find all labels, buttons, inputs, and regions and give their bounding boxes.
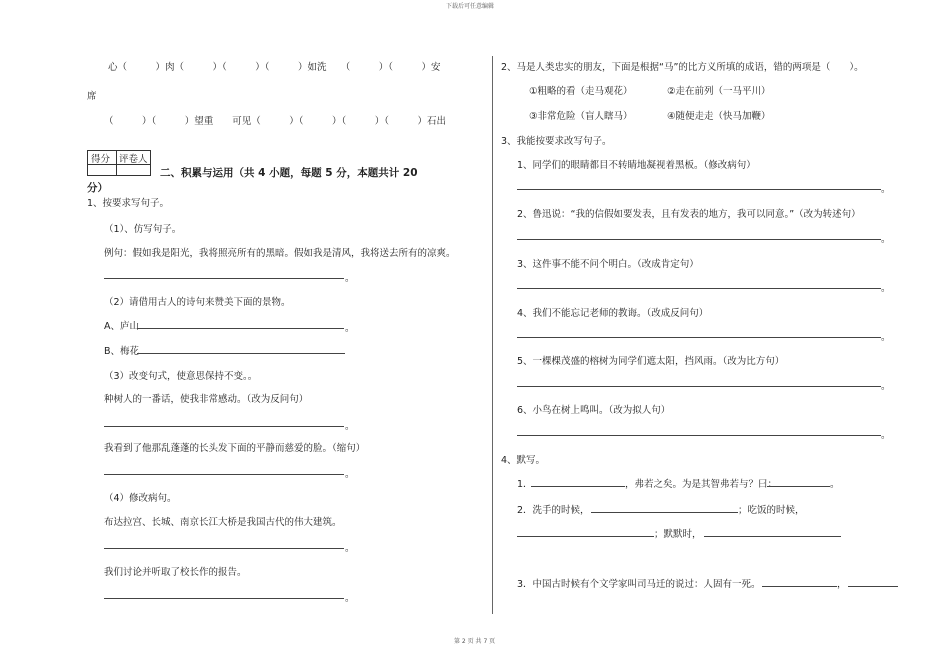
- question-4-2-mid: ；吃饭的时候，: [738, 505, 805, 516]
- question-1-1-example: 例句：假如我是阳光，我将照亮所有的黑暗。假如我是清风，我将送去所有的凉爽。: [104, 248, 456, 259]
- question-2-option-2: ②走在前列（一马平川）: [667, 86, 771, 97]
- answer-line-1-3-b[interactable]: [104, 474, 344, 475]
- period: 。: [345, 593, 355, 604]
- page-number: 第 2 页 共 7 页: [454, 638, 496, 645]
- question-2-option-4: ④随便走走（快马加鞭）: [667, 111, 771, 122]
- period: 。: [881, 234, 891, 245]
- answer-line-3-5[interactable]: [517, 386, 881, 387]
- answer-line-4-2-b[interactable]: [517, 536, 654, 537]
- answer-line-4-1-a[interactable]: [531, 486, 625, 487]
- question-4-2-prefix: 2．洗手的时候，: [517, 505, 590, 516]
- question-1-1: （1）、仿写句子。: [104, 224, 182, 235]
- idiom-row-2: （ ）（ ）望重 可见（ ）（ ）（ ）（ ）石出: [104, 116, 447, 127]
- question-3-6: 6、小鸟在树上鸣叫。（改为拟人句）: [517, 405, 671, 416]
- score-label: 得分: [91, 154, 111, 165]
- answer-line-1-3-a[interactable]: [104, 426, 344, 427]
- answer-line-3-2[interactable]: [517, 239, 881, 240]
- question-3: 3、我能按要求改写句子。: [501, 136, 612, 147]
- answer-line-3-1[interactable]: [517, 189, 881, 190]
- score-table: [87, 150, 151, 176]
- question-1-4-b: 我们讨论并听取了校长作的报告。: [104, 567, 247, 578]
- question-1-2-b: B、梅花: [104, 346, 140, 357]
- period: 。: [881, 184, 891, 195]
- question-2: 2、马是人类忠实的朋友，下面是根据“马”的比方义所填的成语，错的两项是（ ）。: [501, 62, 864, 73]
- answer-line-1-1[interactable]: [104, 278, 344, 279]
- header-note: 下载后可任意编辑: [446, 3, 495, 10]
- question-4-2-end: ；默默时，: [654, 529, 702, 540]
- answer-line-4-3-a[interactable]: [762, 586, 837, 587]
- question-1-3-b: 我看到了他那乱蓬蓬的长头发下面的平静而慈爱的脸。（缩句）: [104, 443, 366, 454]
- question-1-3: （3）改变句式，使意思保持不变。。: [104, 371, 258, 382]
- question-3-4: 4、我们不能忘记老师的教诲。（改成反问句）: [517, 308, 709, 319]
- period: 。: [881, 283, 891, 294]
- question-1-4: （4）修改病句。: [104, 493, 177, 504]
- answer-line-4-2-c[interactable]: [704, 536, 841, 537]
- column-divider: [492, 56, 493, 614]
- idiom-row-1-cont: 席: [87, 91, 97, 102]
- period: 。: [830, 479, 840, 490]
- period: 。: [345, 469, 355, 480]
- section-title-cont: 分）: [87, 182, 108, 194]
- question-4-1-mid: ，弗若之矣。为是其智弗若与？曰：: [625, 479, 778, 490]
- question-4-1-prefix: 1．: [517, 479, 533, 490]
- answer-line-3-6[interactable]: [517, 435, 881, 436]
- answer-line-4-2-a[interactable]: [591, 512, 738, 513]
- period: 。: [345, 421, 355, 432]
- period: 。: [881, 381, 891, 392]
- question-4-3: 3．中国古时候有个文学家叫司马迁的说过：人固有一死。: [517, 579, 761, 590]
- question-1-2-a: A、庐山: [104, 321, 139, 332]
- section-title: 二、积累与运用（共 4 小题，每题 5 分，本题共计 20: [160, 167, 418, 179]
- question-1-2: （2）请借用古人的诗句来赞美下面的景物。: [104, 297, 291, 308]
- period: 。: [345, 543, 355, 554]
- answer-line-1-4-b[interactable]: [104, 598, 344, 599]
- answer-line-3-3[interactable]: [517, 288, 881, 289]
- period: 。: [345, 273, 355, 284]
- answer-line-1-2-b[interactable]: [137, 353, 345, 354]
- answer-line-4-3-b[interactable]: [848, 586, 898, 587]
- question-3-2: 2、鲁迅说：“我的信假如要发表，且有发表的地方，我可以同意。”（改为转述句）: [517, 209, 861, 220]
- question-1: 1、按要求写句子。: [87, 198, 170, 209]
- answer-line-1-2-a[interactable]: [137, 328, 344, 329]
- question-2-option-3: ③非常危险（盲人瞎马）: [529, 111, 633, 122]
- question-3-5: 5、一棵棵茂盛的榕树为同学们遮太阳，挡风雨。（改为比方句）: [517, 356, 785, 367]
- question-2-option-1: ①粗略的看（走马观花）: [529, 86, 633, 97]
- answer-line-4-1-b[interactable]: [767, 486, 830, 487]
- question-3-1: 1、同学们的眼睛都目不转睛地凝视着黑板。（修改病句）: [517, 160, 756, 171]
- answer-line-1-4-a[interactable]: [104, 548, 344, 549]
- idiom-row-1: 心（ ）肉（ ）（ ）（ ）如洗 （ ）（ ）安: [108, 62, 441, 73]
- question-1-4-a: 布达拉宫、长城、南京长江大桥是我国古代的伟大建筑。: [104, 517, 342, 528]
- period: 。: [345, 323, 355, 334]
- question-4: 4、默写。: [501, 455, 546, 466]
- period: 。: [881, 430, 891, 441]
- comma: ，: [837, 579, 847, 590]
- question-1-3-a: 种树人的一番话，使我非常感动。（改为反问句）: [104, 394, 309, 405]
- question-3-3: 3、这件事不能不问个明白。（改成肯定句）: [517, 259, 699, 270]
- answer-line-3-4[interactable]: [517, 337, 881, 338]
- period: 。: [881, 332, 891, 343]
- grader-label: 评卷人: [119, 154, 148, 165]
